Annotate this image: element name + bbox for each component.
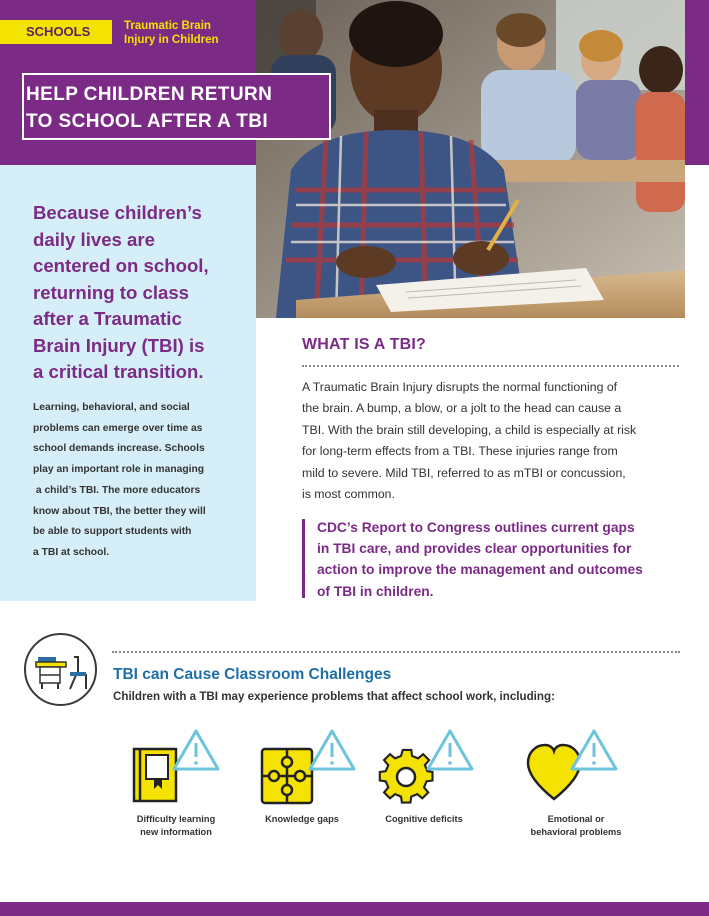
challenge-label (516, 813, 636, 839)
dotted-divider (112, 651, 680, 653)
intro-lead-line: after a Traumatic (33, 308, 182, 329)
intro-lead-line: daily lives are (33, 228, 155, 250)
quote-accent-bar (302, 519, 305, 598)
footer-purple-band (0, 902, 709, 916)
intro-body-line: Learning, behavioral, and social (33, 402, 190, 413)
challenge-label-line: behavioral problems (530, 827, 622, 837)
book-warning-icon (128, 725, 220, 812)
challenge-label-line: Emotional or (547, 814, 605, 824)
classroom-desk-icon-graphic (26, 635, 95, 704)
what-body-line: for long-term effects from a TBI. These injuries range from (302, 444, 618, 459)
heart-warning-icon (524, 725, 620, 812)
page-title-line: TO SCHOOL AFTER A TBI (26, 111, 269, 132)
what-is-tbi-heading: WHAT IS A TBI? (302, 336, 426, 353)
intro-lead-line: Because children’s (33, 202, 202, 223)
classroom-photo (256, 0, 685, 318)
dotted-divider (302, 365, 679, 367)
callout-line: action to improve the management and outcomes (317, 562, 643, 578)
subtag-line: Traumatic Brain (124, 20, 211, 32)
intro-body (33, 398, 233, 564)
gear-warning-icon (378, 725, 476, 812)
challenge-label-line: Knowledge gaps (265, 814, 339, 824)
challenges-subheading: Children with a TBI may experience problems that affect school work, including: (113, 690, 555, 703)
intro-lead-line: returning to class (33, 281, 190, 303)
gear-warning-graphic (378, 725, 476, 807)
what-body-line: A Traumatic Brain Injury disrupts the normal functioning of (302, 380, 618, 394)
report-callout (317, 517, 682, 602)
puzzle-warning-graphic (258, 725, 358, 807)
challenge-label (128, 813, 224, 839)
page-title-line: HELP CHILDREN RETURN (26, 84, 273, 105)
what-is-tbi-body (302, 377, 680, 505)
intro-body-line: be able to support students with (33, 526, 192, 538)
intro-body-line: school demands increase. Schools (33, 443, 205, 455)
challenges-heading: TBI can Cause Classroom Challenges (113, 666, 392, 683)
heart-warning-graphic (524, 725, 620, 807)
what-body-line: TBI. With the brain still developing, a child is especially at risk (302, 422, 637, 437)
intro-lead-line: centered on school, (33, 255, 209, 276)
header-purple-edge (684, 0, 709, 165)
intro-body-line: problems can emerge over time as (33, 422, 203, 434)
page-title (22, 73, 331, 140)
what-body-line: is most common. (302, 487, 395, 502)
what-body-line: mild to severe. Mild TBI, referred to as mTBI or concussion, (302, 465, 626, 480)
section-subtag (124, 19, 244, 47)
callout-line: in TBI care, and provides clear opportunities for (317, 541, 632, 557)
intro-body-line: know about TBI, the better they will (33, 505, 206, 517)
challenge-label (374, 813, 474, 826)
callout-line: of TBI in children. (317, 583, 434, 599)
classroom-photo-illustration (256, 0, 685, 318)
intro-lead-line: a critical transition. (33, 361, 204, 382)
callout-line: CDC’s Report to Congress outlines current gaps (317, 520, 635, 535)
challenge-label (252, 813, 352, 826)
subtag-line: Injury in Children (124, 34, 219, 46)
challenge-label-line: new information (140, 827, 212, 837)
challenge-label-line: Cognitive deficits (385, 814, 463, 824)
intro-body-line: play an important role in managing (33, 464, 205, 476)
puzzle-warning-icon (258, 725, 358, 812)
challenge-label-line: Difficulty learning (136, 814, 216, 824)
section-tag: SCHOOLS (0, 20, 112, 44)
intro-body-line: a child’s TBI. The more educators (33, 484, 201, 496)
intro-lead (33, 200, 233, 386)
what-body-line: the brain. A bump, a blow, or a jolt to the head can cause a (302, 401, 622, 416)
intro-body-line: a TBI at school. (33, 546, 110, 558)
classroom-desk-icon (24, 633, 97, 706)
book-warning-graphic (128, 725, 220, 807)
intro-lead-line: Brain Injury (TBI) is (33, 334, 205, 356)
